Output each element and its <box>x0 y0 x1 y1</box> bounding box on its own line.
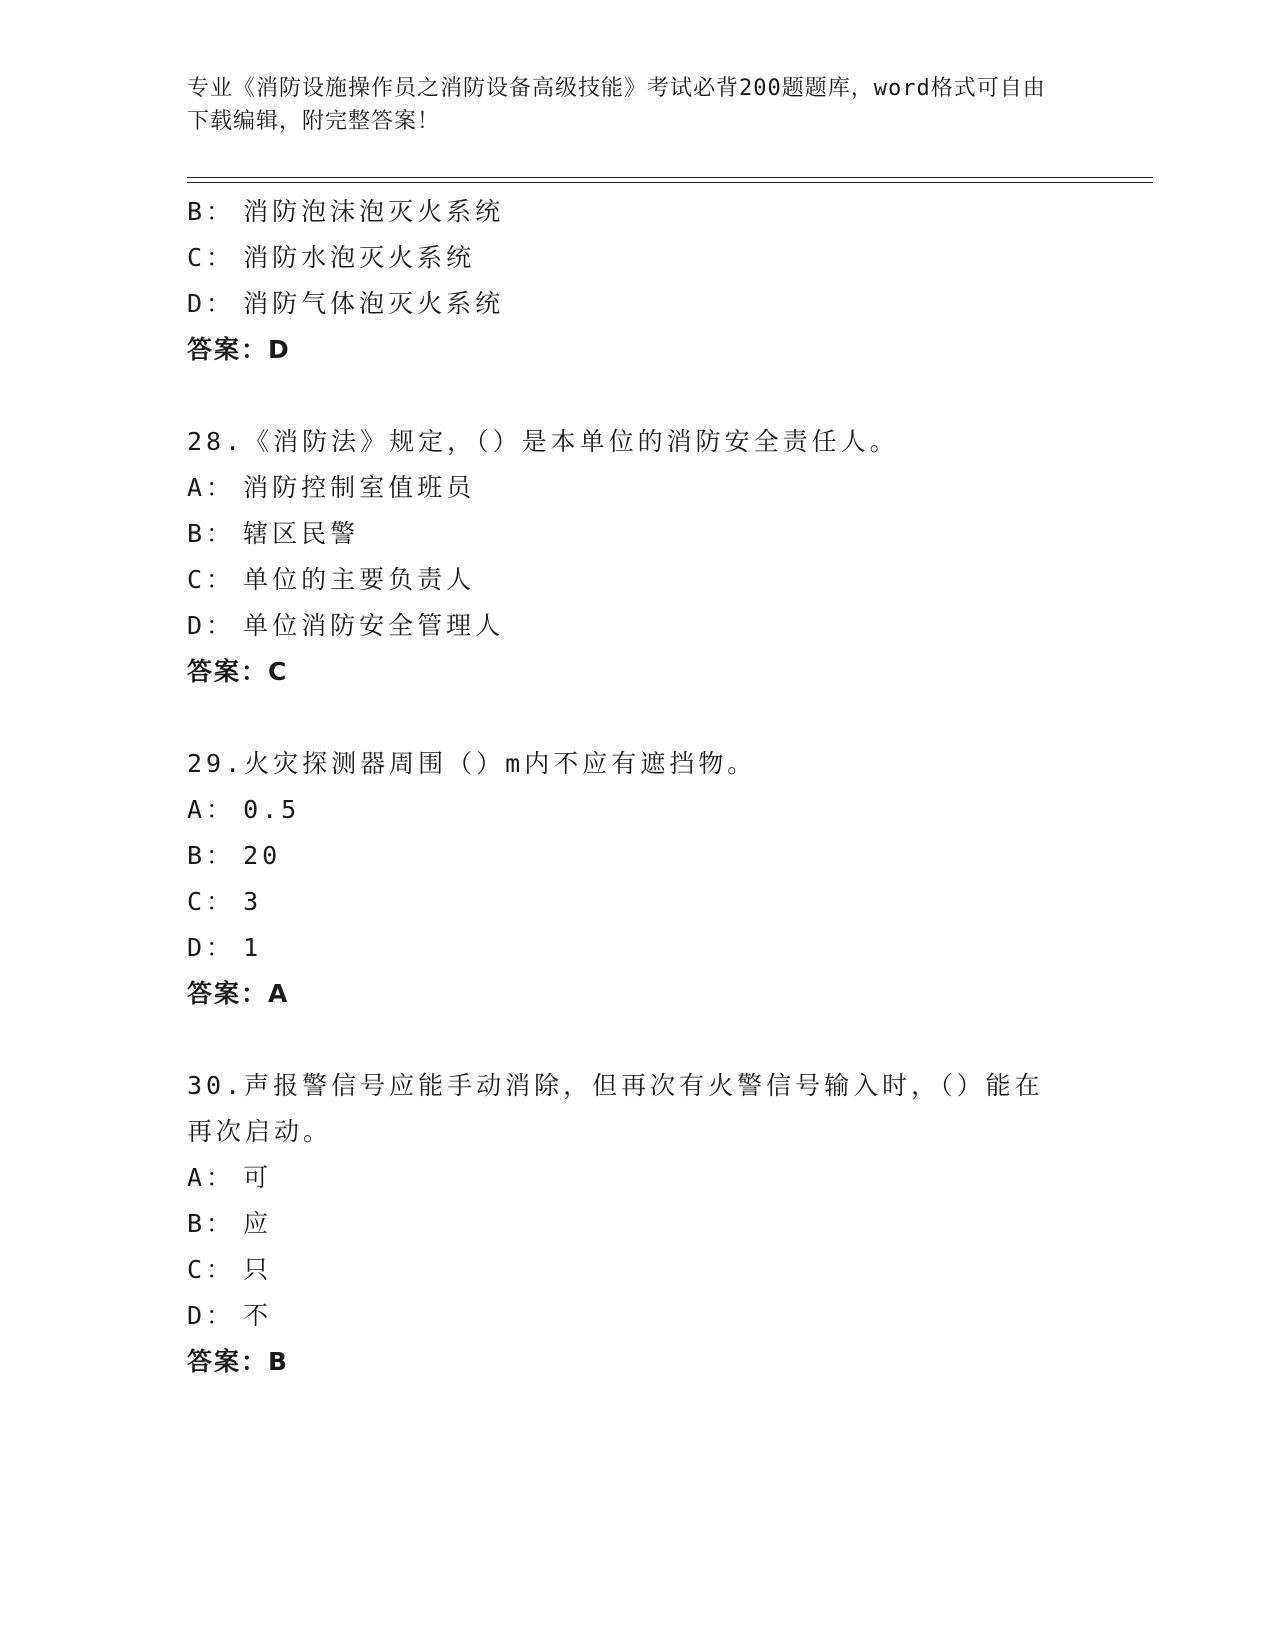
option-b: B： 消防泡沫泡灭火系统 <box>187 197 505 226</box>
option-b: B： 辖区民警 <box>187 519 360 548</box>
answer: 答案：B <box>187 1347 290 1376</box>
header-rule-top <box>187 177 1153 178</box>
question-29 <box>187 741 1087 1017</box>
question-28 <box>187 419 1087 695</box>
question-30 <box>187 1063 1087 1385</box>
answer: 答案：A <box>187 979 290 1008</box>
document-header: 专业《消防设施操作员之消防设备高级技能》考试必背200题题库，word格式可自由下载编辑，附完整答案！ <box>187 76 1046 134</box>
question-text: 30.声报警信号应能手动消除，但再次有火警信号输入时，（）能在再次启动。 <box>187 1071 1044 1146</box>
option-c: C： 单位的主要负责人 <box>187 565 476 594</box>
answer: 答案：C <box>187 657 289 686</box>
header-rule-bottom <box>187 182 1153 183</box>
option-d: D： 不 <box>187 1301 273 1330</box>
question-list <box>187 189 1087 1385</box>
option-a: A： 0.5 <box>187 795 301 824</box>
option-b: B： 20 <box>187 841 282 870</box>
option-c: C： 只 <box>187 1255 273 1284</box>
option-d: D： 消防气体泡灭火系统 <box>187 289 505 318</box>
answer: 答案：D <box>187 335 291 364</box>
option-d: D： 单位消防安全管理人 <box>187 611 505 640</box>
option-c: C： 3 <box>187 887 263 916</box>
option-c: C： 消防水泡灭火系统 <box>187 243 476 272</box>
question-text: 29.火灾探测器周围（）m内不应有遮挡物。 <box>187 749 757 778</box>
option-a: A： 消防控制室值班员 <box>187 473 476 502</box>
option-b: B： 应 <box>187 1209 273 1238</box>
option-d: D： 1 <box>187 933 263 962</box>
question-text: 28.《消防法》规定，（）是本单位的消防安全责任人。 <box>187 427 899 456</box>
option-a: A： 可 <box>187 1163 273 1192</box>
